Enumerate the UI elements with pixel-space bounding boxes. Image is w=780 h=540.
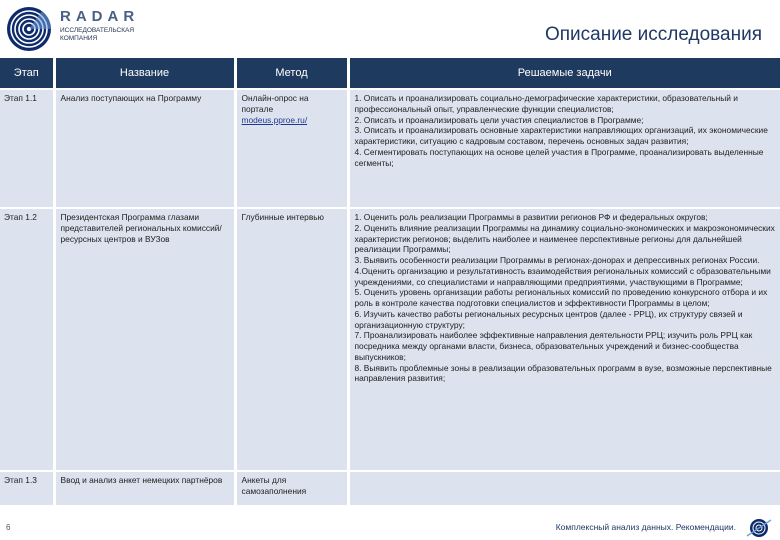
method-text: Онлайн-опрос на портале bbox=[241, 93, 309, 114]
name-cell: Ввод и анализ анкет немецких партнёров bbox=[54, 471, 235, 505]
radar-logo-icon bbox=[6, 6, 52, 52]
method-cell: Глубинные интервью bbox=[235, 208, 348, 471]
portal-link[interactable]: modeus.pproe.ru/ bbox=[241, 114, 308, 125]
research-table bbox=[0, 58, 780, 505]
column-header-name: Название bbox=[54, 58, 235, 89]
table-header-row bbox=[0, 58, 780, 89]
table-row bbox=[0, 471, 780, 505]
method-cell: Анкеты для самозаполнения bbox=[235, 471, 348, 505]
stage-cell: Этап 1.2 bbox=[0, 208, 54, 471]
logo-name: RADAR bbox=[60, 8, 140, 25]
tasks-cell: 1. Описать и проанализировать социально-демографические характеристики, образовательный и профессиональный опыт, управленческие функции специалистов; 2. Описать и проанализировать цели участия специалистов в Программе; 3. Описать и проанализировать основные характеристики направляющих организаций, их экономические характеристики, ситуацию с кадровым составом, перечень основных задач развития; 4. Сегментировать поступающих на основе целей участия в Программе, проанализировать выделенные сегменты; bbox=[348, 89, 780, 208]
slide-footer bbox=[0, 518, 780, 540]
radar-mark-icon bbox=[744, 518, 774, 538]
method-cell bbox=[235, 89, 348, 208]
column-header-stage: Этап bbox=[0, 58, 54, 89]
footer-text: Комплексный анализ данных. Рекомендации. bbox=[555, 522, 736, 532]
tasks-cell: 1. Оценить роль реализации Программы в развитии регионов РФ и федеральных округов; 2. Оценить влияние реализации Программы на динамику социально-экономических и макроэкономических характеристик регионов; выделить наиболее и наименее перспективные регионы для дальнейшей реализации Программы; 3. Выявить особенности реализации Программы в регионах-донорах и депрессивных регионах России. 4.Оценить организацию и результативность взаимодействия региональных комиссий с образовательными учреждениями, со специалистами и направляющими предприятиями, участвующими в Программе; 5. Оценить уровень организации работы региональных комиссий по проведению конкурсного отбора и их роль в контроле качества подготовки специалистов и эффективности Программы в целом; 6. Изучить качество работы региональных ресурсных центров (далее - РРЦ), их структуру связей и организационную структуру; 7. Проанализировать наиболее эффективные направления деятельности РРЦ; изучить роль РРЦ как посредника между органами власти, бизнеса, образовательных учреждений и бизнес-сообщества выпускников; 8. Выявить проблемные зоны в реализации образовательных программ в вузе, возможные перспективные направления развития; bbox=[348, 208, 780, 471]
page-title: Описание исследования bbox=[544, 24, 762, 45]
page-number: 6 bbox=[6, 523, 11, 532]
stage-cell: Этап 1.3 bbox=[0, 471, 54, 505]
tasks-cell bbox=[348, 471, 780, 505]
name-cell: Анализ поступающих на Программу bbox=[54, 89, 235, 208]
table-row bbox=[0, 89, 780, 208]
logo-subtitle: ИССЛЕДОВАТЕЛЬСКАЯ КОМПАНИЯ bbox=[60, 27, 135, 42]
stage-cell: Этап 1.1 bbox=[0, 89, 54, 208]
column-header-method: Метод bbox=[235, 58, 348, 89]
name-cell: Президентская Программа глазами представителей региональных комиссий/ресурсных центров и ВУЗов bbox=[54, 208, 235, 471]
slide-header bbox=[0, 0, 780, 58]
table-row bbox=[0, 208, 780, 471]
column-header-tasks: Решаемые задачи bbox=[348, 58, 780, 89]
